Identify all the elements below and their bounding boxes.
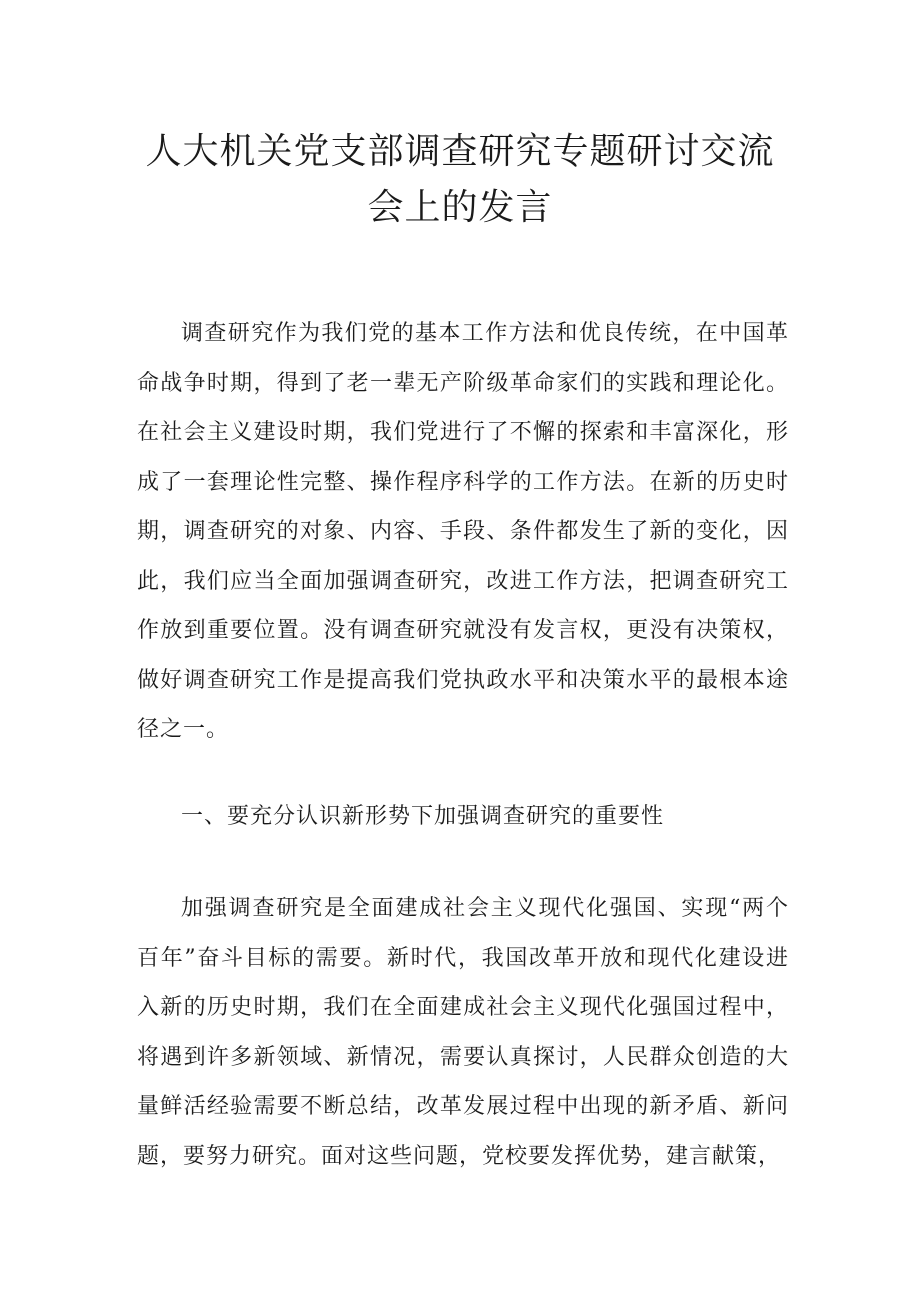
section-heading: 一、要充分认识新形势下加强调查研究的重要性 xyxy=(181,804,665,829)
intro-paragraph: 调查研究作为我们党的基本工作方法和优良传统，在中国革命战争时期，得到了老一辈无产阶级革命家们的实践和理论化。在社会主义建设时期，我们党进行了不懈的探索和丰富深化，形成了一套理论性完整、操作程序科学的工作方法。在新的历史时期，调查研究的对象、内容、手段、条件都发生了新的变化，因此，我们应当全面加强调查研究，改进工作方法，把调查研究工作放到重要位置。没有调查研究就没有发言权，更没有决策权，做好调查研究工作是提高我们党执政水平和决策水平的最根本途径之一。 xyxy=(137,321,789,742)
document-title: 人大机关党支部调查研究专题研讨交流会上的发言 xyxy=(145,131,775,228)
section-paragraph: 加强调查研究是全面建成社会主义现代化强国、实现“两个百年”奋斗目标的需要。新时代，我国改革开放和现代化建设进入新的历史时期，我们在全面建成社会主义现代化强国过程中，将遇到许多新领域、新情况，需要认真探讨，人民群众创造的大量鲜活经验需要不断总结，改革发展过程中出现的新矛盾、新问题，要努力研究。面对这些问题，党校要发挥优势，建言献策， xyxy=(137,896,789,1169)
